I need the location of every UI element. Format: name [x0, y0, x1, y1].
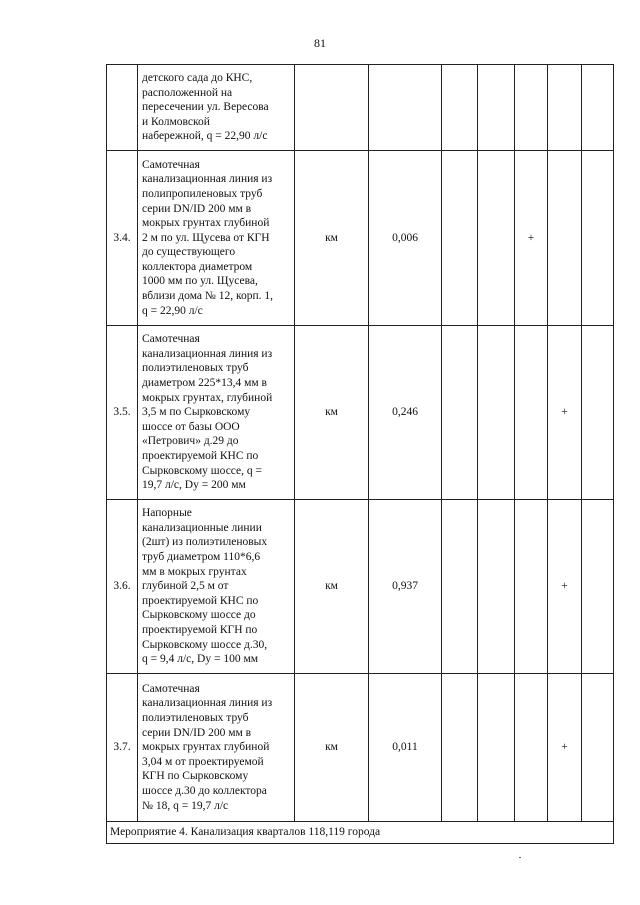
unit-cell: км — [295, 151, 369, 326]
description-cell — [138, 326, 295, 500]
table-row — [107, 326, 614, 500]
description-text: детского сада до КНС, расположенной на пересечении ул. Вересова и Колмовской набережной, q = 22,90 л/с — [142, 72, 269, 143]
table-footer-row — [107, 822, 614, 844]
year-mark-cell — [582, 65, 614, 151]
year-mark-cell: + — [548, 326, 582, 500]
item-number-cell: 3.6. — [107, 500, 138, 674]
scan-speck — [519, 857, 521, 858]
item-number-cell: 3.4. — [107, 151, 138, 326]
year-mark-cell: + — [548, 674, 582, 822]
description-text: Самотечная канализационная линия из полиэтиленовых труб диаметром 225*13,4 мм в мокрых грунтах, глубиной 3,5 м по Сырковскому шоссе от базы ООО «Петрович» д.29 до проектируемой КНС по Сырковскому шоссе, q = 19,7 л/с, Dy = 200 мм — [142, 333, 273, 492]
year-mark-cell — [478, 674, 515, 822]
year-mark-cell — [442, 500, 478, 674]
table-row — [107, 500, 614, 674]
item-number-cell: 3.7. — [107, 674, 138, 822]
year-mark-cell — [478, 65, 515, 151]
year-mark-cell — [515, 326, 548, 500]
item-number-cell — [107, 65, 138, 151]
measures-table — [106, 64, 614, 844]
quantity-cell: 0,937 — [369, 500, 442, 674]
quantity-cell: 0,006 — [369, 151, 442, 326]
year-mark-cell — [515, 65, 548, 151]
year-mark-cell — [548, 151, 582, 326]
description-cell — [138, 151, 295, 326]
year-mark-cell — [442, 326, 478, 500]
year-mark-cell — [478, 151, 515, 326]
unit-cell: км — [295, 326, 369, 500]
description-cell — [138, 674, 295, 822]
year-mark-cell — [582, 326, 614, 500]
quantity-cell: 0,011 — [369, 674, 442, 822]
table-row — [107, 65, 614, 151]
year-mark-cell — [548, 65, 582, 151]
table-row — [107, 151, 614, 326]
year-mark-cell — [582, 500, 614, 674]
unit-cell: км — [295, 500, 369, 674]
year-mark-cell — [582, 151, 614, 326]
unit-cell — [295, 65, 369, 151]
year-mark-cell — [442, 65, 478, 151]
item-number-cell: 3.5. — [107, 326, 138, 500]
year-mark-cell: + — [515, 151, 548, 326]
year-mark-cell — [478, 326, 515, 500]
year-mark-cell — [515, 500, 548, 674]
description-cell — [138, 65, 295, 151]
quantity-cell: 0,246 — [369, 326, 442, 500]
year-mark-cell — [478, 500, 515, 674]
description-cell — [138, 500, 295, 674]
table-row — [107, 674, 614, 822]
year-mark-cell — [582, 674, 614, 822]
year-mark-cell — [515, 674, 548, 822]
description-text: Самотечная канализационная линия из полипропиленовых труб серии DN/ID 200 мм в мокрых грунтах глубиной 2 м по ул. Щусева от КГН до существующего коллектора диаметром 1000 мм по ул. Щусева, вблизи дома № 12, корп. 1, q = 22,90 л/с — [142, 158, 273, 317]
description-text: Самотечная канализационная линия из полиэтиленовых труб серии DN/ID 200 мм в мокрых грунтах глубиной 3,04 м от проектируемой КГН по Сырковскому шоссе д.30 до коллектора № 18, q = 19,7 л/с — [142, 682, 273, 812]
year-mark-cell — [442, 674, 478, 822]
section-heading: Мероприятие 4. Канализация кварталов 118,119 города — [107, 822, 614, 844]
quantity-cell — [369, 65, 442, 151]
page-number: 81 — [314, 36, 326, 50]
description-text: Напорные канализационные линии (2шт) из полиэтиленовых труб диаметром 110*6,6 мм в мокрых грунтах глубиной 2,5 м от проектируемой КНС по Сырковскому шоссе до проектируемой КГН по Сырковскому шоссе д.30, q = 9,4 л/с, Dy = 100 мм — [142, 507, 268, 666]
unit-cell: км — [295, 674, 369, 822]
year-mark-cell: + — [548, 500, 582, 674]
year-mark-cell — [442, 151, 478, 326]
